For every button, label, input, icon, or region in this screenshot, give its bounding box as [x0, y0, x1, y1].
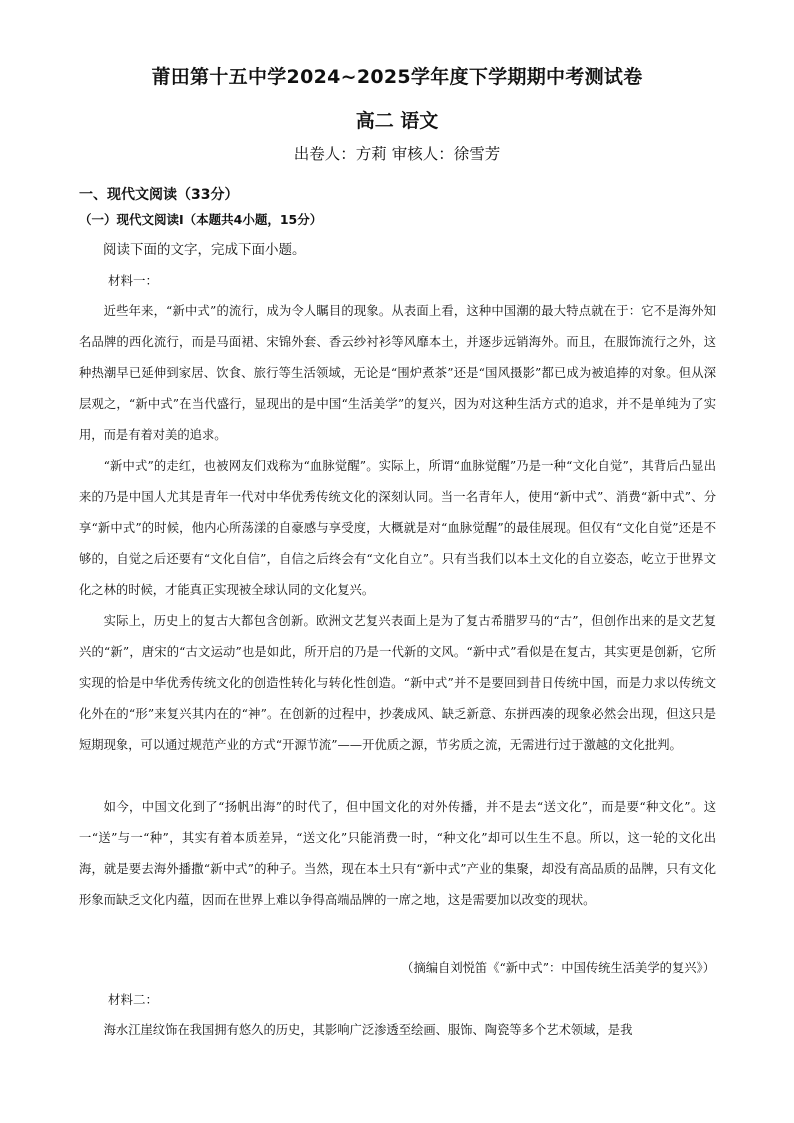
material-two-label: 材料二：: [108, 992, 159, 1007]
material-one-label: 材料一：: [108, 273, 159, 288]
exam-authors: 出卷人：方莉 审核人：徐雪芳: [293, 145, 501, 163]
reading-instruction: 阅读下面的文字，完成下面小题。: [103, 242, 306, 258]
section-heading: 一、现代文阅读（33分）: [79, 187, 239, 203]
material-one-paragraph-2: “新中式”的走红，也被网友们戏称为“血脉觉醒”。实际上，所谓“血脉觉醒”乃是一种“文化自觉”，其背后凸显出来的乃是中国人尤其是青年一代对中华优秀传统文化的深刻认同。当一名青年人，使用“新中式”、消费“新中式”、分享“新中式”的时候，他内心所荡漾的自豪感与享受度，大概就是对“血脉觉醒”的最佳展现。但仅有“文化自觉”还是不够的，自觉之后还要有“文化自信”，自信之后终会有“文化自立”。只有当我们以本土文化的自立姿态，屹立于世界文化之林的时候，才能真正实现被全球认同的文化复兴。: [79, 459, 716, 597]
exam-subtitle: 高二 语文: [355, 110, 439, 132]
material-one-paragraph-4: 如今，中国文化到了“扬帆出海”的时代了，但中国文化的对外传播，并不是去“送文化”，而是要“种文化”。这一“送”与一“种”，其实有着本质差异，“送文化”只能消费一时，“种文化”却可以生生不息。所以，这一轮的文化出海，就是要去海外播撒“新中式”的种子。当然，现在本土只有“新中式”产业的集聚，却没有高品质的品牌，只有文化形象而缺乏文化内蕴，因而在世界上难以争得高端品牌的一席之地，这是需要加以改变的现状。: [79, 800, 716, 907]
material-one-paragraph-3: 实际上，历史上的复古大都包含创新。欧洲文艺复兴表面上是为了复古希腊罗马的“古”，但创作出来的是文艺复兴的“新”，唐宋的“古文运动”也是如此，所开启的乃是一代新的文风。“新中式”看似是在复古，其实更是创新，它所实现的恰是中华优秀传统文化的创造性转化与转化性创造。“新中式”并不是要回到昔日传统中国，而是力求以传统文化外在的“形”来复兴其内在的“神”。在创新的过程中，抄袭成风、缺乏新意、东拼西凑的现象必然会出现，但这只是短期现象，可以通过规范产业的方式“开源节流”——开优质之源，节劣质之流，无需进行过于激越的文化批判。: [79, 614, 716, 752]
exam-title: 莆田第十五中学2024~2025学年度下学期期中考测试卷: [151, 66, 643, 88]
material-two-paragraph-1: 海水江崖纹饰在我国拥有悠久的历史，其影响广泛渗透至绘画、服饰、陶瓷等多个艺术领域，是我: [103, 1023, 633, 1037]
material-one-paragraph-1: 近些年来，“新中式”的流行，成为令人瞩目的现象。从表面上看，这种中国潮的最大特点就在于：它不是海外知名品牌的西化流行，而是马面裙、宋锦外套、香云纱衬衫等风靡本土，并逐步远销海外。而且，在服饰流行之外，这种热潮早已延伸到家居、饮食、旅行等生活领域，无论是“围炉煮茶”还是“国风摄影”都已成为被追捧的对象。但从深层观之，“新中式”在当代盛行，显现出的是中国“生活美学”的复兴，因为对这种生活方式的追求，并不是单纯为了实用，而是有着对美的追求。: [79, 304, 716, 442]
subsection-heading: （一）现代文阅读Ⅰ（本题共4小题，15分）: [79, 212, 323, 227]
material-one-source: （摘编自刘悦笛《“新中式”：中国传统生活美学的复兴》）: [401, 961, 715, 975]
